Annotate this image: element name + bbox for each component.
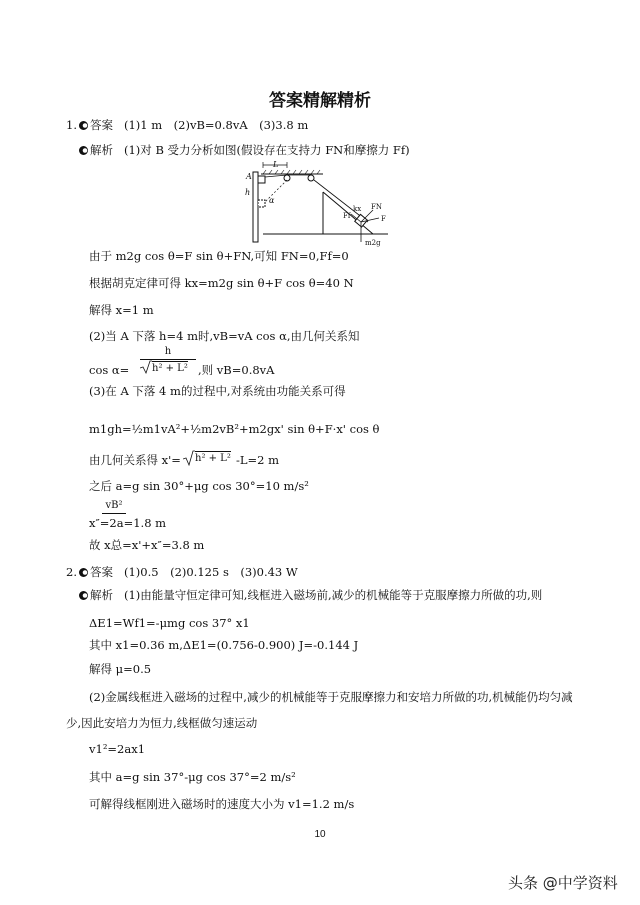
q1-line9: 之后 a=g sin 30°+μg cos 30°=10 m/s² <box>89 479 309 493</box>
q1-line11: 故 x总=x'+x″=3.8 m <box>89 538 205 552</box>
fig-label-L: L <box>273 160 279 169</box>
q2-line8: 可解得线框刚进入磁场时的速度大小为 v1=1.2 m/s <box>89 797 355 811</box>
q1-answer-label: 答案 <box>90 118 113 132</box>
answer-mark-icon <box>78 567 89 578</box>
q1-line6: (3)在 A 下落 4 m的过程中,对系统由功能关系可得 <box>89 384 346 398</box>
q2-line1: ΔE1=Wf1=-μmg cos 37° x1 <box>89 616 250 630</box>
q1-analysis-label: 解析 <box>90 143 113 157</box>
q1-line3: 解得 x=1 m <box>89 303 154 317</box>
q2-answer-label: 答案 <box>90 565 113 579</box>
fig-label-kx: kx <box>353 205 362 213</box>
q2-line3: 解得 μ=0.5 <box>89 662 152 676</box>
q2-line4: (2)金属线框进入磁场的过程中,减少的机械能等于克服摩擦力和安培力所做的功,机械能仍均匀减 <box>89 690 573 704</box>
q2-answer-text: (1)0.5 (2)0.125 s (3)0.43 W <box>124 565 298 579</box>
fig-label-h: h <box>245 188 251 197</box>
q1-line8-radicand: h² + L² <box>195 453 231 464</box>
q2-line2: 其中 x1=0.36 m,ΔE1=(0.756-0.900) J=-0.144 J <box>89 638 359 652</box>
q1-number: 1. <box>66 118 77 132</box>
page-title: 答案精解精析 <box>269 91 371 111</box>
watermark: 头条 @中学资料 <box>508 874 618 892</box>
answer-mark-icon <box>78 120 89 131</box>
q1-line8-pre: 由几何关系得 x'= <box>89 453 181 467</box>
fig-label-mg: m2g <box>365 239 381 247</box>
force-diagram <box>243 162 393 251</box>
q1-line5-pre: cos α= <box>89 363 130 377</box>
q2-number: 2. <box>66 565 77 579</box>
q1-line1: 由于 m2g cos θ=F sin θ+FN,可知 FN=0,Ff=0 <box>89 249 349 263</box>
q1-line5-denominator: h² + L² <box>152 363 188 374</box>
fig-label-FN: FN <box>371 203 382 211</box>
q1-analysis-intro: (1)对 B 受力分析如图(假设存在支持力 FN和摩擦力 Ff) <box>124 143 410 157</box>
fig-label-F: F <box>381 215 386 223</box>
page-number: 10 <box>314 829 326 840</box>
q1-line8-sqrt-icon <box>183 450 195 466</box>
q1-line8-post: -L=2 m <box>236 453 280 467</box>
q2-analysis-intro: (1)由能量守恒定律可知,线框进入磁场前,减少的机械能等于克服摩擦力所做的功,则 <box>124 588 543 602</box>
q1-line10-fraction-bar <box>102 513 126 514</box>
q1-line10: x″=2a=1.8 m <box>89 516 167 530</box>
q1-answer-text: (1)1 m (2)vB=0.8vA (3)3.8 m <box>124 118 309 132</box>
fig-label-alpha: α <box>269 196 275 205</box>
q1-line10-numerator: vB² <box>105 500 123 511</box>
q1-line2: 根据胡克定律可得 kx=m2g sin θ+F cos θ=40 N <box>89 276 354 290</box>
analysis-mark-icon <box>78 145 89 156</box>
analysis-mark-icon <box>78 590 89 601</box>
q2-line6: v1²=2ax1 <box>89 742 146 756</box>
q1-line5-numerator: h <box>164 346 172 357</box>
q2-analysis-label: 解析 <box>90 588 113 602</box>
q1-line4: (2)当 A 下落 h=4 m时,vB=vA cos α,由几何关系知 <box>89 329 360 343</box>
q1-line5-sqrt-icon <box>140 360 152 374</box>
q2-line5: 少,因此安培力为恒力,线框做匀速运动 <box>66 716 258 730</box>
fig-label-A: A <box>246 172 252 181</box>
q2-line7: 其中 a=g sin 37°-μg cos 37°=2 m/s² <box>89 770 296 784</box>
fig-label-Ff: Ff <box>343 212 351 220</box>
q1-line7: m1gh=½m1vA²+½m2vB²+m2gx' sin θ+F·x' cos θ <box>89 422 380 436</box>
q1-line5-post: ,则 vB=0.8vA <box>198 363 275 377</box>
